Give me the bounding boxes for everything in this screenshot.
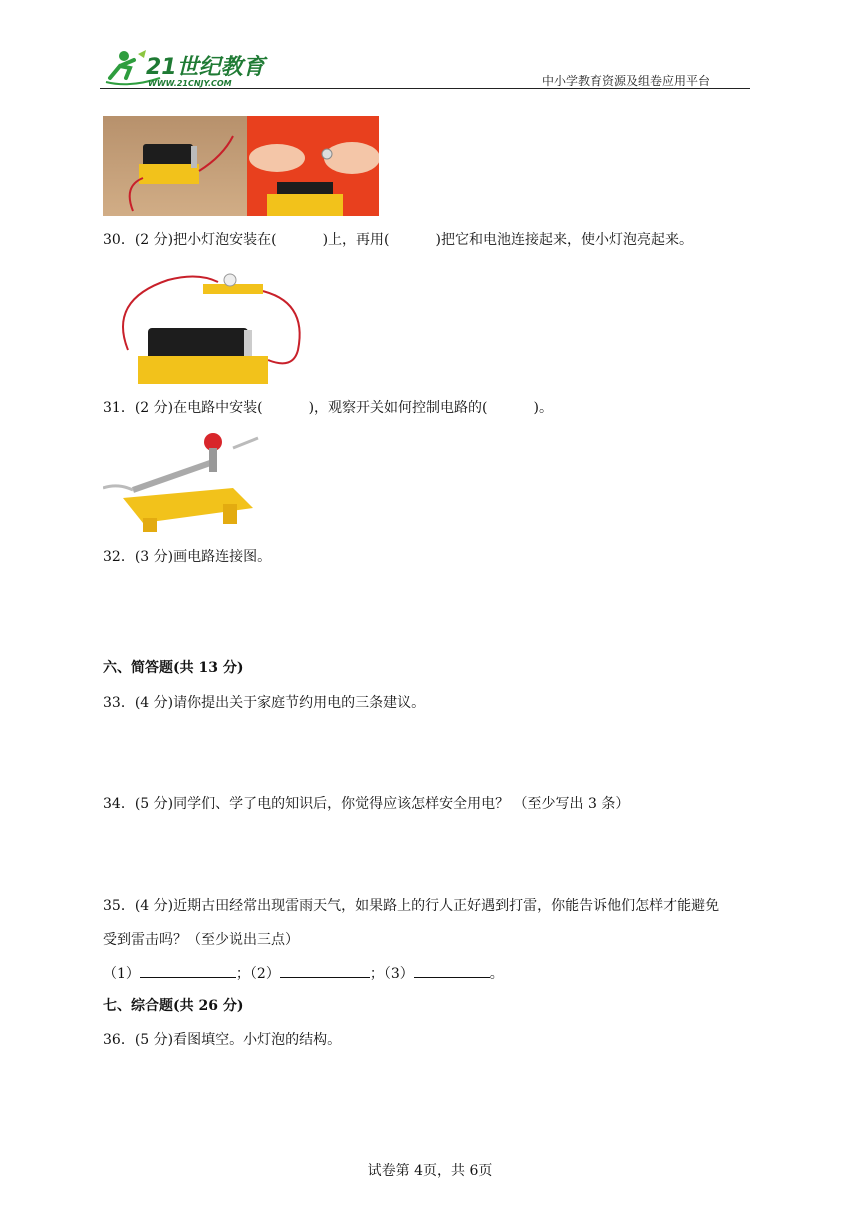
header-divider: [100, 88, 750, 89]
hands-bulb-photo: [247, 116, 379, 216]
question-text: 请你提出关于家庭节约用电的三条建议。: [173, 695, 426, 711]
question-number: 36．: [103, 1032, 135, 1048]
question-33: [103, 693, 425, 713]
answer-line-3[interactable]: [414, 963, 490, 978]
question-36: [103, 1030, 341, 1050]
question-text: 画电路连接图。: [173, 549, 272, 565]
battery-holder-photo: [103, 116, 247, 216]
question-number: 31．: [103, 400, 135, 416]
runner-logo-icon: [100, 48, 270, 90]
switch-photo: [103, 428, 263, 532]
question-number: 33．: [103, 695, 135, 711]
question-score: (5 分): [134, 796, 174, 812]
question-score: (2 分): [134, 400, 174, 416]
battery-holder-icon: [103, 116, 247, 216]
question-number: 30．: [103, 232, 135, 248]
hands-bulb-icon: [247, 116, 379, 216]
question-text: 看图填空。小灯泡的结构。: [173, 1032, 342, 1048]
question-number: 32．: [103, 549, 135, 565]
circuit-icon: [108, 260, 308, 388]
page-footer: 试卷第 4页，共 6页: [367, 1163, 493, 1179]
platform-label: 中小学教育资源及组卷应用平台: [541, 74, 710, 88]
question-35: [103, 896, 719, 916]
question-text: 同学们、学了电的知识后，你觉得应该怎样安全用电？ （至少写出 3 条）: [173, 796, 630, 812]
answer-line-2[interactable]: [280, 963, 370, 978]
switch-icon: [103, 428, 263, 532]
question-34: [103, 794, 629, 814]
logo: [100, 48, 270, 90]
question-35-answers: （1） ；（2） ；（3） 。: [103, 963, 504, 984]
question-score: (3 分): [134, 549, 174, 565]
section-six-heading: 六、简答题(共 13 分): [103, 660, 244, 676]
logo-text: 21世纪教育: [146, 55, 265, 80]
section-seven-heading: 七、综合题(共 26 分): [103, 998, 244, 1014]
question-32: [103, 547, 271, 567]
question-number: 34．: [103, 796, 135, 812]
question-35-line2: 受到雷击吗？（至少说出三点）: [103, 932, 299, 948]
question-score: (5 分): [134, 1032, 174, 1048]
question-score: (4 分): [134, 695, 174, 711]
logo-url: WWW.21CNJY.COM: [148, 79, 232, 88]
circuit-photo: [108, 260, 308, 388]
question-30: 30．(2 分)把小灯泡安装在( )上，再用( )把它和电池连接起来，使小灯泡亮起来。: [103, 232, 693, 248]
question-text: 近期古田经常出现雷雨天气，如果路上的行人正好遇到打雷，你能告诉他们怎样才能避免: [173, 898, 720, 914]
question-score: (4 分): [134, 898, 174, 914]
answer-line-1[interactable]: [140, 963, 236, 978]
question-31: 31．(2 分)在电路中安装( )，观察开关如何控制电路的( )。: [103, 400, 553, 416]
question-number: 35．: [103, 898, 135, 914]
question-score: (2 分): [134, 232, 174, 248]
